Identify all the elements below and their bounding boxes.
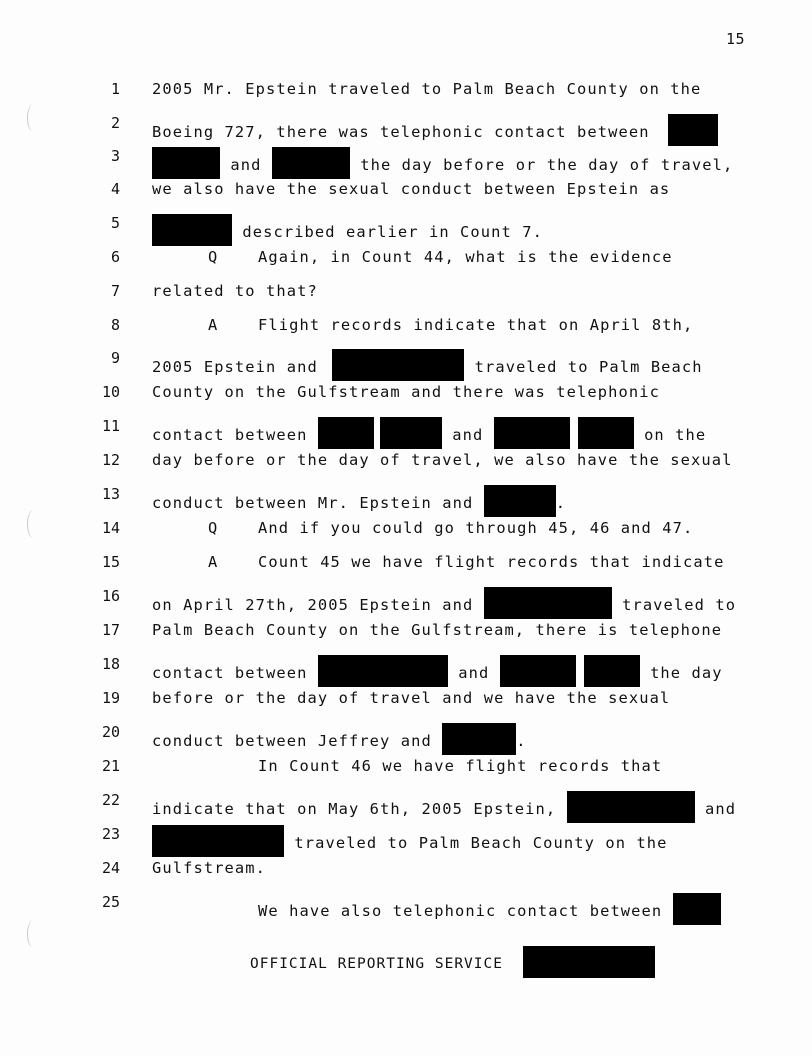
transcript-line [0,208,812,242]
transcript-line [0,751,812,785]
line-number: 23 [101,825,120,843]
line-number: 14 [101,519,120,537]
transcript-line [0,343,812,377]
page-number: 15 [726,30,746,48]
transcript-line [0,479,812,513]
line-number: 19 [101,689,120,707]
line-number: 8 [110,316,120,334]
line-number: 22 [101,791,120,809]
line-number: 13 [101,485,120,503]
line-number: 24 [101,859,120,877]
line-text: and the day before or the day of travel, [152,147,733,179]
line-number: 15 [101,553,120,571]
transcript-line [0,785,812,819]
line-text: Q And if you could go through 45, 46 and 47. [208,519,694,537]
transcript-line [0,513,812,547]
line-number: 6 [110,248,120,266]
page-footer [250,946,655,978]
binder-hole-mark [27,920,40,948]
transcript-line [0,887,812,921]
redaction-box [523,946,655,978]
line-text: 2005 Epstein and traveled to Palm Beach [152,349,703,381]
line-text: day before or the day of travel, we also have the sexual [152,451,733,469]
line-number: 1 [110,80,120,98]
transcript-line [0,108,812,142]
transcript-line [0,615,812,649]
line-text: traveled to Palm Beach County on the [152,825,668,857]
line-number: 18 [101,655,120,673]
line-number: 9 [110,349,120,367]
transcript-line [0,649,812,683]
transcript-line [0,242,812,276]
line-text: on April 27th, 2005 Epstein and traveled to [152,587,736,619]
transcript-line [0,819,812,853]
line-number: 4 [110,180,120,198]
line-text: Boeing 727, there was telephonic contact between [152,114,718,146]
line-text: In Count 46 we have flight records that [258,757,663,775]
line-number: 2 [110,114,120,132]
line-text: before or the day of travel and we have the sexual [152,689,671,707]
transcript-line [0,445,812,479]
line-text: 2005 Mr. Epstein traveled to Palm Beach County on the [152,80,702,98]
answer-marker: A [208,553,219,571]
line-text: indicate that on May 6th, 2005 Epstein, and [152,791,736,823]
transcript-line [0,547,812,581]
transcript-line [0,411,812,445]
line-text: Palm Beach County on the Gulfstream, there is telephone [152,621,723,639]
line-number: 16 [101,587,120,605]
line-text: A Count 45 we have flight records that indicate [208,553,725,571]
transcript-line [0,141,812,175]
question-marker: Q [208,519,219,537]
line-text: described earlier in Count 7. [152,214,543,246]
line-number: 5 [110,214,120,232]
line-number: 10 [101,383,120,401]
line-text: Q Again, in Count 44, what is the evidence [208,248,673,266]
transcript-line [0,581,812,615]
line-text: related to that? [152,282,318,300]
line-text: We have also telephonic contact between [152,893,721,925]
answer-marker: A [208,316,219,334]
transcript-line [0,276,812,310]
transcript-line [0,717,812,751]
transcript-line [0,683,812,717]
transcript-line [0,74,812,108]
line-number: 11 [101,417,120,435]
line-number: 21 [101,757,120,775]
transcript-line [0,174,812,208]
line-number: 20 [101,723,120,741]
line-text: conduct between Jeffrey and . [152,723,527,755]
line-text: Gulfstream. [152,859,267,877]
line-text: County on the Gulfstream and there was telephonic [152,383,660,401]
line-text: contact between and the day [152,655,723,687]
redaction-box [673,893,721,925]
transcript-line [0,310,812,344]
transcript-line [0,853,812,887]
line-text: A Flight records indicate that on April 8th, [208,316,694,334]
line-number: 7 [110,282,120,300]
transcript-line [0,377,812,411]
reporting-service-name: OFFICIAL REPORTING SERVICE [250,956,503,972]
line-number: 3 [110,147,120,165]
line-number: 25 [101,893,120,911]
line-text: we also have the sexual conduct between Epstein as [152,180,671,198]
line-number: 17 [101,621,120,639]
line-text: contact between and on the [152,417,706,449]
question-marker: Q [208,248,219,266]
line-number: 12 [101,451,120,469]
line-text: conduct between Mr. Epstein and . [152,485,566,517]
